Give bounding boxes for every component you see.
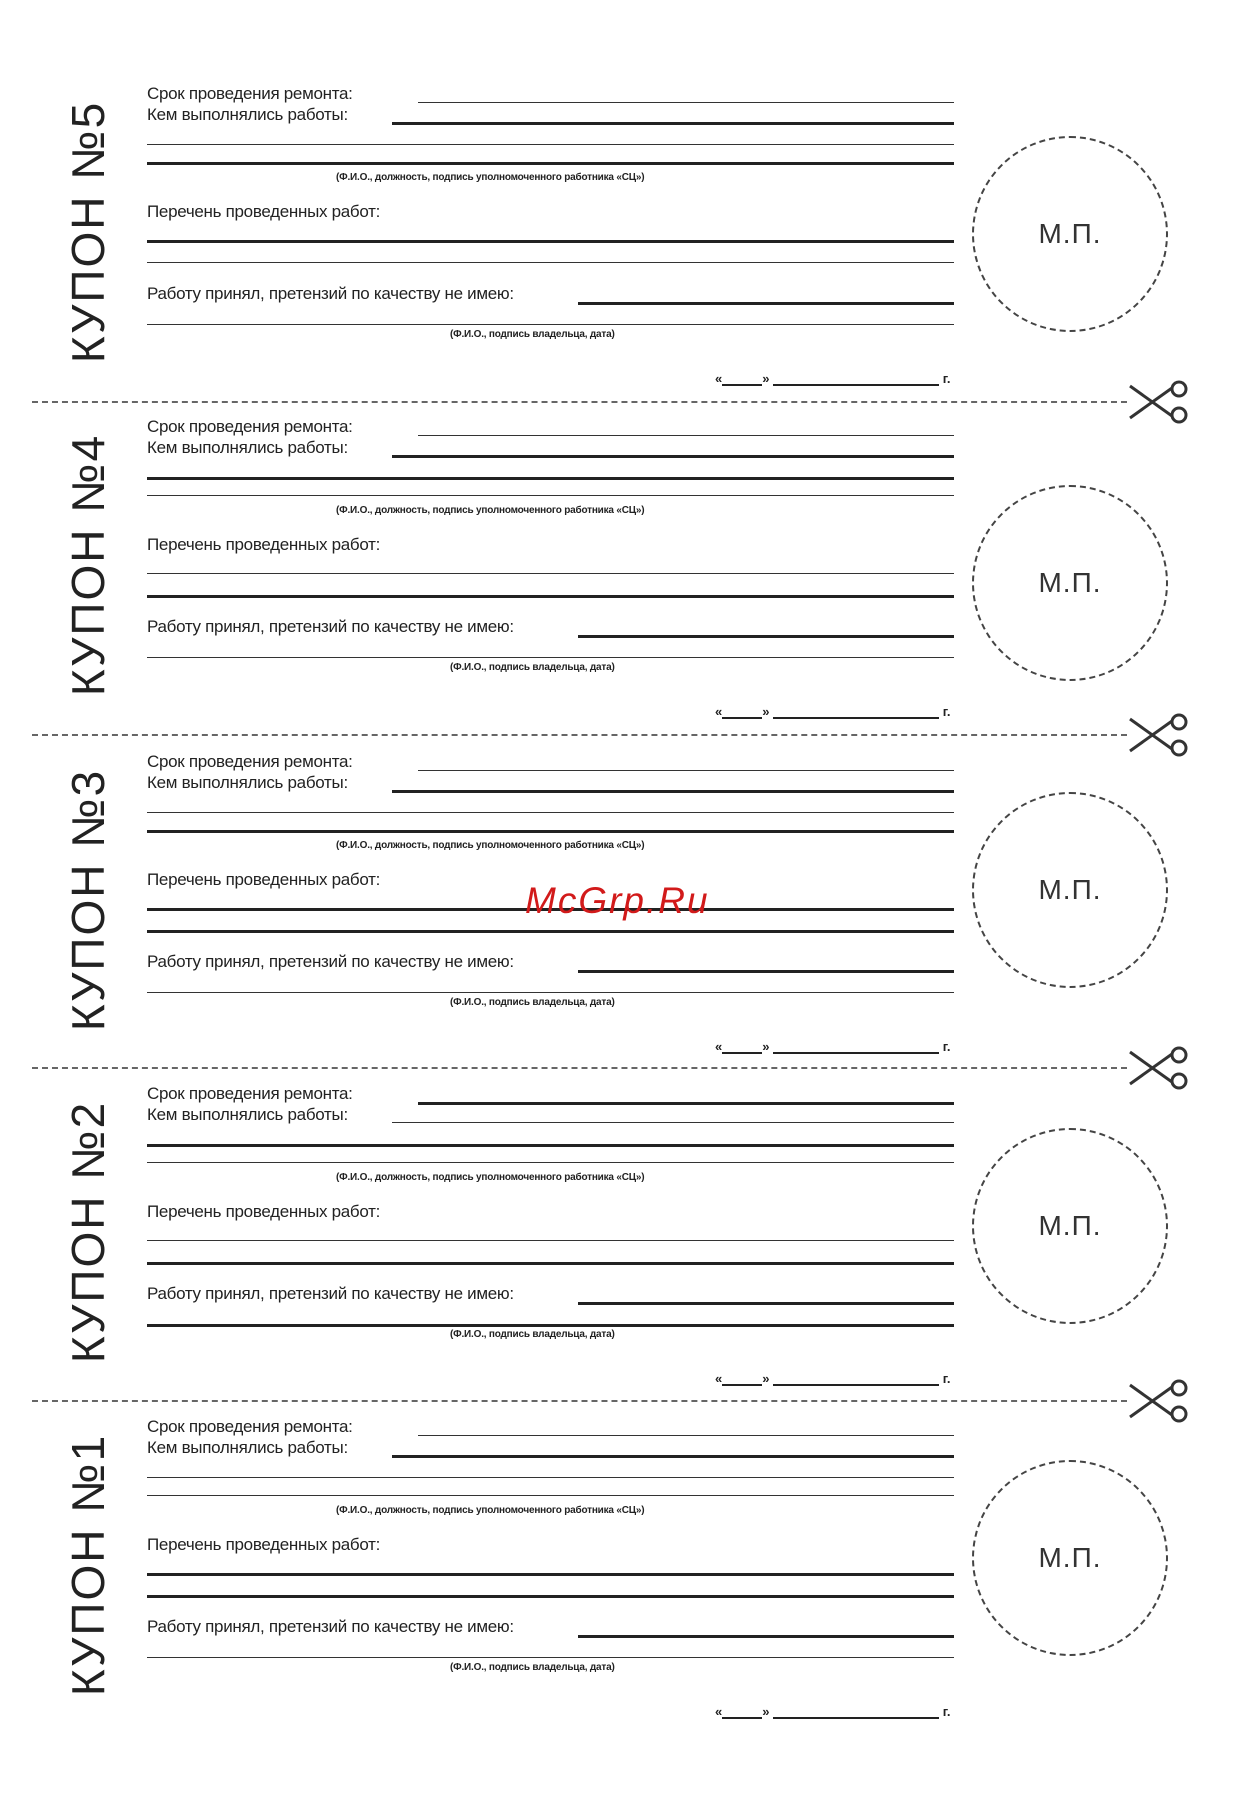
repair-date-label: Срок проведения ремонта:	[147, 1084, 353, 1103]
coupon-title	[58, 768, 118, 1032]
performed-by-line-2[interactable]	[147, 1144, 954, 1147]
coupon-title-text: КУПОН №4	[62, 433, 114, 697]
works-list-line-1[interactable]	[147, 240, 954, 243]
works-list-label: Перечень проведенных работ:	[147, 870, 381, 889]
stamp-label: М.П.	[1038, 1210, 1102, 1241]
owner-signature-line[interactable]	[147, 1324, 954, 1327]
owner-caption: (Ф.И.О., подпись владельца, дата)	[450, 662, 615, 673]
accepted-line[interactable]	[578, 302, 954, 305]
coupon-1	[0, 1405, 1245, 1735]
date-open-quote: «	[715, 1371, 723, 1386]
repair-date-line[interactable]	[418, 435, 954, 436]
owner-signature-line[interactable]	[147, 324, 954, 325]
repair-date-label: Срок проведения ремонта:	[147, 417, 353, 436]
works-list-label: Перечень проведенных работ:	[147, 1202, 381, 1221]
performed-by-label: Кем выполнялись работы:	[147, 1105, 348, 1124]
worker-caption: (Ф.И.О., должность, подпись уполномоченного работника «СЦ»)	[336, 1172, 645, 1183]
coupon-title-text: КУПОН №5	[62, 100, 114, 364]
date-close-quote: »	[762, 1039, 770, 1054]
performed-by-label: Кем выполнялись работы:	[147, 773, 348, 792]
coupon-5	[0, 72, 1245, 402]
date-close-quote: »	[762, 1704, 770, 1719]
coupon-2	[0, 1072, 1245, 1402]
date-day-blank[interactable]	[722, 1038, 762, 1054]
cut-line	[32, 401, 1127, 403]
watermark: McGrp.Ru	[525, 880, 710, 921]
worker-caption: (Ф.И.О., должность, подпись уполномоченного работника «СЦ»)	[336, 505, 645, 516]
owner-caption: (Ф.И.О., подпись владельца, дата)	[450, 1662, 615, 1673]
owner-signature-line[interactable]	[147, 992, 954, 993]
performed-by-line-2[interactable]	[147, 812, 954, 813]
date-day-blank[interactable]	[722, 370, 762, 386]
performed-by-line-3[interactable]	[147, 495, 954, 496]
coupon-title-text: КУПОН №2	[62, 1100, 114, 1364]
stamp-circle	[972, 136, 1168, 332]
accepted-label: Работу принял, претензий по качеству не имею:	[147, 952, 514, 971]
repair-date-label: Срок проведения ремонта:	[147, 752, 353, 771]
accepted-line[interactable]	[578, 1635, 954, 1638]
date-field[interactable]	[715, 1370, 950, 1386]
performed-by-line[interactable]	[392, 1122, 954, 1123]
date-field[interactable]	[715, 370, 950, 386]
stamp-label: М.П.	[1038, 1542, 1102, 1573]
date-year-label: г.	[942, 1371, 951, 1386]
date-year-label: г.	[942, 1039, 951, 1054]
repair-date-label: Срок проведения ремонта:	[147, 84, 353, 103]
stamp-label: М.П.	[1038, 567, 1102, 598]
coupon-title	[58, 433, 118, 697]
accepted-label: Работу принял, претензий по качеству не имею:	[147, 284, 514, 303]
performed-by-line-3[interactable]	[147, 1495, 954, 1496]
accepted-label: Работу принял, претензий по качеству не имею:	[147, 1617, 514, 1636]
works-list-label: Перечень проведенных работ:	[147, 202, 381, 221]
date-field[interactable]	[715, 1038, 950, 1054]
repair-date-line[interactable]	[418, 1435, 954, 1436]
date-year-label: г.	[942, 704, 951, 719]
worker-caption: (Ф.И.О., должность, подпись уполномоченного работника «СЦ»)	[336, 1505, 645, 1516]
date-open-quote: «	[715, 1704, 723, 1719]
works-list-line-2[interactable]	[147, 262, 954, 263]
performed-by-line-2[interactable]	[147, 477, 954, 480]
owner-signature-line[interactable]	[147, 1657, 954, 1658]
performed-by-line[interactable]	[392, 122, 954, 125]
coupon-title-text: КУПОН №3	[62, 768, 114, 1032]
coupon-title	[58, 1100, 118, 1364]
date-year-label: г.	[942, 371, 951, 386]
worker-caption: (Ф.И.О., должность, подпись уполномоченного работника «СЦ»)	[336, 172, 645, 183]
cut-line	[32, 1067, 1127, 1069]
accepted-line[interactable]	[578, 635, 954, 638]
date-close-quote: »	[762, 704, 770, 719]
coupon-title-text: КУПОН №1	[62, 1433, 114, 1697]
stamp-circle	[972, 485, 1168, 681]
repair-date-line[interactable]	[418, 102, 954, 103]
works-list-line-2[interactable]	[147, 930, 954, 933]
performed-by-line-3[interactable]	[147, 830, 954, 833]
works-list-line-2[interactable]	[147, 595, 954, 598]
date-field[interactable]	[715, 703, 950, 719]
repair-date-line[interactable]	[418, 1102, 954, 1105]
performed-by-line[interactable]	[392, 790, 954, 793]
accepted-line[interactable]	[578, 970, 954, 973]
coupon-title	[58, 1433, 118, 1697]
owner-caption: (Ф.И.О., подпись владельца, дата)	[450, 997, 615, 1008]
performed-by-line-2[interactable]	[147, 144, 954, 145]
accepted-line[interactable]	[578, 1302, 954, 1305]
accepted-label: Работу принял, претензий по качеству не имею:	[147, 1284, 514, 1303]
performed-by-label: Кем выполнялись работы:	[147, 105, 348, 124]
performed-by-line-3[interactable]	[147, 162, 954, 165]
date-month-blank[interactable]	[773, 703, 939, 719]
works-list-label: Перечень проведенных работ:	[147, 1535, 381, 1554]
coupon-4	[0, 405, 1245, 735]
performed-by-line[interactable]	[392, 455, 954, 458]
accepted-label: Работу принял, претензий по качеству не имею:	[147, 617, 514, 636]
works-list-line-2[interactable]	[147, 1595, 954, 1598]
performed-by-label: Кем выполнялись работы:	[147, 438, 348, 457]
repair-date-line[interactable]	[418, 770, 954, 771]
worker-caption: (Ф.И.О., должность, подпись уполномоченного работника «СЦ»)	[336, 840, 645, 851]
stamp-circle	[972, 1128, 1168, 1324]
coupon-title	[58, 100, 118, 364]
date-month-blank[interactable]	[773, 370, 939, 386]
date-year-label: г.	[942, 1704, 951, 1719]
date-open-quote: «	[715, 371, 723, 386]
works-list-line-1[interactable]	[147, 573, 954, 574]
date-month-blank[interactable]	[773, 1038, 939, 1054]
stamp-circle	[972, 792, 1168, 988]
cut-line	[32, 734, 1127, 736]
date-month-blank[interactable]	[773, 1703, 939, 1719]
works-list-line-2[interactable]	[147, 1262, 954, 1265]
owner-signature-line[interactable]	[147, 657, 954, 658]
date-day-blank[interactable]	[722, 1370, 762, 1386]
stamp-circle	[972, 1460, 1168, 1656]
date-close-quote: »	[762, 1371, 770, 1386]
works-list-line-1[interactable]	[147, 1240, 954, 1241]
performed-by-line-2[interactable]	[147, 1477, 954, 1478]
repair-date-label: Срок проведения ремонта:	[147, 1417, 353, 1436]
cut-line	[32, 1400, 1127, 1402]
performed-by-line-3[interactable]	[147, 1162, 954, 1163]
date-month-blank[interactable]	[773, 1370, 939, 1386]
performed-by-line[interactable]	[392, 1455, 954, 1458]
stamp-label: М.П.	[1038, 874, 1102, 905]
works-list-label: Перечень проведенных работ:	[147, 535, 381, 554]
date-day-blank[interactable]	[722, 703, 762, 719]
date-close-quote: »	[762, 371, 770, 386]
date-field[interactable]	[715, 1703, 950, 1719]
date-open-quote: «	[715, 1039, 723, 1054]
works-list-line-1[interactable]	[147, 1573, 954, 1576]
date-open-quote: «	[715, 704, 723, 719]
owner-caption: (Ф.И.О., подпись владельца, дата)	[450, 1329, 615, 1340]
performed-by-label: Кем выполнялись работы:	[147, 1438, 348, 1457]
date-day-blank[interactable]	[722, 1703, 762, 1719]
owner-caption: (Ф.И.О., подпись владельца, дата)	[450, 329, 615, 340]
stamp-label: М.П.	[1038, 218, 1102, 249]
